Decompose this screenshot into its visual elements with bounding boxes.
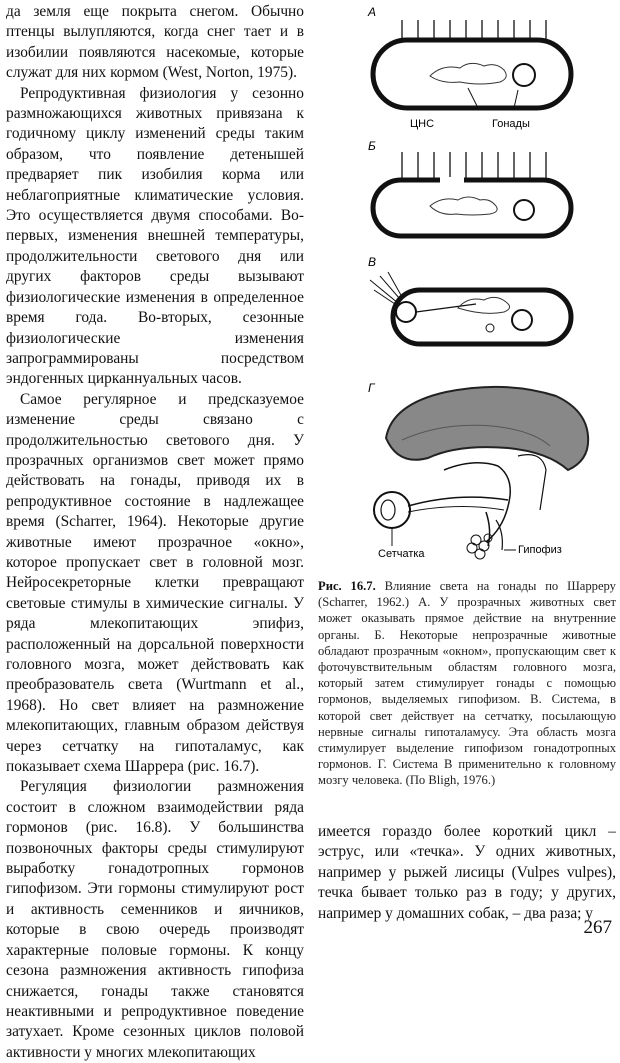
page-number: 267 (583, 917, 612, 938)
panel-g (368, 381, 588, 560)
paragraph-1: да земля еще покрыта снегом. Обычно птенцы вылупляются, когда снег тает и в изобилии появляются насекомые, которые служат для них кормом (West, Norton, 1975). (6, 3, 304, 82)
panel-g-label: Г (368, 381, 375, 395)
paragraph-4: Регуляция физиологии размножения состоит в сложном взаимодействии ряда гормонов (рис. 16.8). У большинства позвоночных факторы среды стимулируют выработку гонадотропных гормонов гипофизом. Эти гормоны стимулируют рост и активность семенников и яичников, которые в свою очередь производят характерные половые гормоны. К концу сезона размножения активность гипофиза снижается, гонады также становятся неактивными и репродуктивное поведение затухает. Кроме сезонных циклов половой активности у многих млекопитающих (6, 778, 304, 1061)
panel-a (367, 5, 571, 130)
panel-b-label: Б (368, 139, 376, 153)
caption-title: Рис. 16.7. (318, 579, 376, 593)
cns-label: ЦНС (410, 118, 435, 130)
figure-caption (318, 578, 616, 789)
panel-b (368, 139, 571, 236)
paragraph-3: Самое регулярное и предсказуемое изменение среды связано с продолжительностью светового дня. У прозрачных организмов свет может прямо действовать на гонады, приводя их в репродуктивное состояние в надлежащее время (Scharrer, 1964). Некоторые другие животные имеют прозрачное «окно», которое пропускает свет в головной мозг. Нейросекреторные клетки превращают световые стимулы в химические сигналы. У ряда млекопитающих эпифиз, расположенный на дорсальной поверхности головного мозга, может действовать как преобразователь света (Wurtmann et al., 1968). Но свет влияет на размножение млекопитающих, главным образом действуя через сетчатку на гипоталамус, как показывает схема Шаррера (рис. 16.7). (6, 390, 304, 776)
pituitary-label: Гипофиз (518, 544, 562, 556)
panel-v-label: В (368, 255, 377, 269)
gonads-label: Гонады (492, 118, 530, 130)
figure-16-7 (318, 0, 618, 560)
right-text-column: имеется гораздо более короткий цикл – эструс, или «течка». У одних животных, например у рыжей лисицы (Vulpes vulpes), течка бывает только раз в году; у других, например у домашних собак, – два раза; у (318, 823, 616, 922)
left-text-column (6, 2, 304, 1063)
panel-a-label: А (368, 5, 377, 19)
caption-text: Влияние света на гонады по Шарреру (Scharrer, 1962.) А. У прозрачных животных свет может оказывать прямое действие на внутренние органы. Б. Некоторые непрозрачные животные обладают прозрачным «окном», пропускающим свет к фоточувствительным областям головного мозга, который затем стимулирует гонады с помощью гормонов, выделяемых гипофизом. В. Система, в которой свет действует на сетчатку, посылающую нервные сигналы гипоталамусу. Эта область мозга стимулирует выделение гипофизом гонадотропных гормонов. Г. Система В применительно к головному мозгу человека. (По Bligh, 1976.) (318, 579, 616, 788)
paragraph-2: Репродуктивная физиология у сезонно размножающихся животных привязана к годичному циклу изменений среды таким образом, что появление детенышей предваряет пик изобилия корма или неблагоприятные климатические условия. Это осуществляется двумя способами. Во-первых, изменения внешней температуры, продолжительности светового дня или других факторов среды вызывают физиологические изменения в определенное время года. Во-вторых, сезонные физиологические изменения запрограммированы посредством эндогенных цирканнуальных часов. (6, 84, 304, 388)
panel-v (368, 255, 571, 344)
retina-label: Сетчатка (378, 548, 425, 560)
